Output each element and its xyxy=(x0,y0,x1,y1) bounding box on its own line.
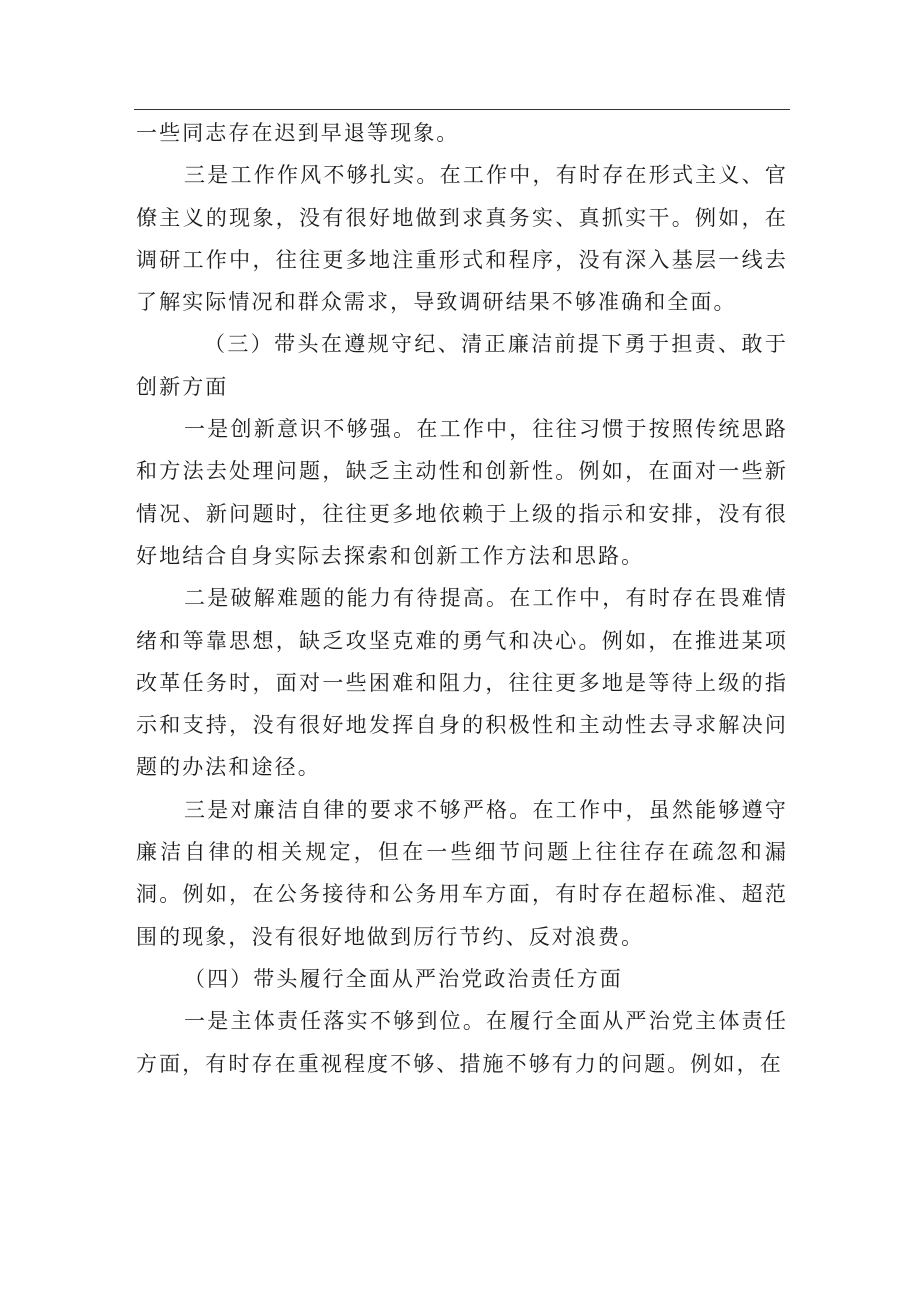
paragraph-problem-solving: 二是破解难题的能力有待提高。在工作中，有时存在畏难情绪和等靠思想，缺乏攻坚克难的勇气和决心。例如，在推进某项改革任务时，面对一些困难和阻力，往往更多地是等待上级的指示和支持，没有很好地发挥自身的积极性和主动性去寻求解决问题的办法和途径。 xyxy=(136,586,788,780)
paragraph-integrity: 三是对廉洁自律的要求不够严格。在工作中，虽然能够遵守廉洁自律的相关规定，但在一些细节问题上往往存在疏忽和漏洞。例如，在公务接待和公务用车方面，有时存在超标准、超范围的现象，没有很好地做到厉行节约、反对浪费。 xyxy=(136,797,788,949)
paragraph-responsibility: 一是主体责任落实不够到位。在履行全面从严治党主体责任方面，有时存在重视程度不够、措施不够有力的问题。例如，在 xyxy=(136,1009,788,1076)
section-heading-3: （三）带头在遵规守纪、清正廉洁前提下勇于担责、敢于创新方面 xyxy=(136,332,788,399)
paragraph-continuation: 一些同志存在迟到早退等现象。 xyxy=(136,121,460,145)
document-body xyxy=(136,112,788,1085)
section-heading-4: （四）带头履行全面从严治党政治责任方面 xyxy=(184,966,623,991)
paragraph-work-style: 三是工作作风不够扎实。在工作中，有时存在形式主义、官僚主义的现象，没有很好地做到求真务实、真抓实干。例如，在调研工作中，往往更多地注重形式和程序，没有深入基层一线去了解实际情况和群众需求，导致调研结果不够准确和全面。 xyxy=(136,163,788,315)
header-rule xyxy=(134,109,790,110)
paragraph-innovation: 一是创新意识不够强。在工作中，往往习惯于按照传统思路和方法去处理问题，缺乏主动性和创新性。例如，在面对一些新情况、新问题时，往往更多地依赖于上级的指示和安排，没有很好地结合自身实际去探索和创新工作方法和思路。 xyxy=(136,417,788,568)
